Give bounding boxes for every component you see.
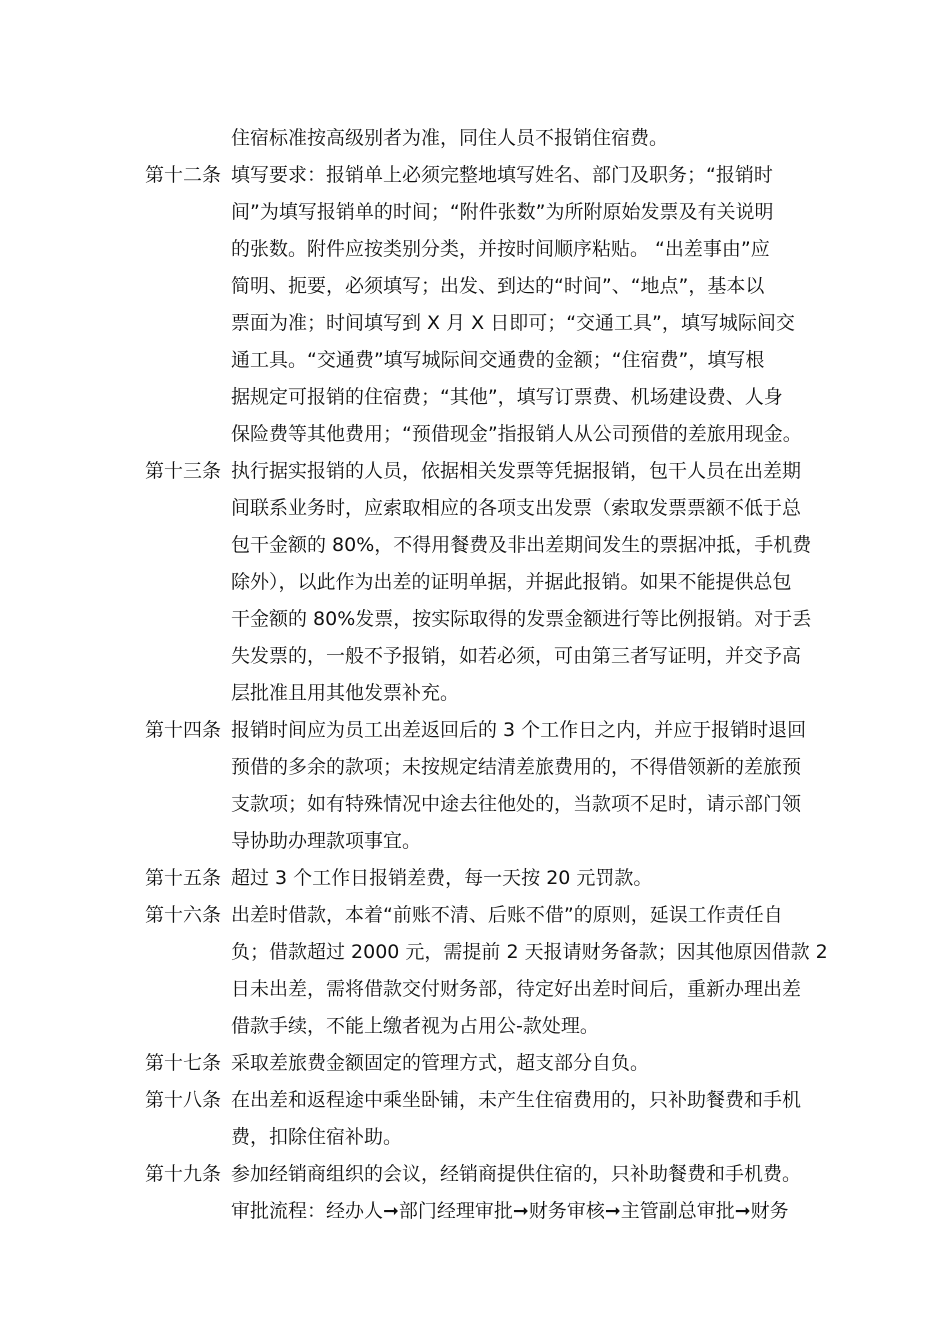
document-body [145, 120, 828, 1230]
article-19 [145, 1156, 825, 1193]
paragraph-text: 住宿标准按高级别者为准，同住人员不报销住宿费。 [231, 127, 669, 149]
article-text: 借款手续，不能上缴者视为占用公-款处理。 [231, 1015, 599, 1037]
article-17 [145, 1045, 825, 1082]
article-text: 参加经销商组织的会议，经销商提供住宿的，只补助餐费和手机费。 [231, 1163, 802, 1185]
article-text: 间”为填写报销单的时间；“附件张数”为所附原始发票及有关说明 [231, 201, 774, 223]
article-line [145, 416, 825, 453]
article-label: 第十八条 [145, 1089, 222, 1111]
article-line [145, 675, 825, 712]
article-14 [145, 712, 825, 860]
article-text: 层批准且用其他发票补充。 [231, 682, 460, 704]
article-text: 预借的多余的款项；未按规定结清差旅费用的，不得借领新的差旅预 [231, 756, 802, 778]
article-line [145, 194, 825, 231]
article-label: 第十六条 [145, 904, 222, 926]
article-text: 的张数。附件应按类别分类，并按时间顺序粘贴。 “出差事由”应 [231, 238, 770, 260]
article-line [145, 786, 825, 823]
article-15 [145, 860, 825, 897]
article-label: 第十二条 [145, 164, 222, 186]
article-line [145, 601, 825, 638]
article-line [145, 1082, 825, 1119]
article-18 [145, 1082, 825, 1156]
article-label: 第十七条 [145, 1052, 222, 1074]
article-text: 除外），以此作为出差的证明单据，并据此报销。如果不能提供总包 [231, 571, 792, 593]
article-text: 填写要求：报销单上必须完整地填写姓名、部门及职务；“报销时 [231, 164, 773, 186]
article-line [145, 749, 825, 786]
article-text: 采取差旅费金额固定的管理方式，超支部分自负。 [231, 1052, 650, 1074]
article-line [145, 490, 825, 527]
article-line [145, 934, 828, 971]
article-text: 超过 3 个工作日报销差费，每一天按 20 元罚款。 [231, 867, 653, 889]
article-line [145, 1008, 825, 1045]
article-line [145, 453, 825, 490]
article-text: 费，扣除住宿补助。 [231, 1126, 403, 1148]
article-line [145, 1156, 825, 1193]
article-line [145, 860, 825, 897]
article-text: 出差时借款，本着“前账不清、后账不借”的原则，延误工作责任自 [231, 904, 783, 926]
article-label: 第十四条 [145, 719, 222, 741]
article-text: 干金额的 80%发票，按实际取得的发票金额进行等比例报销。对于丢 [231, 608, 812, 630]
article-12 [145, 157, 825, 453]
article-text: 失发票的，一般不予报销，如若必须，可由第三者写证明，并交予高 [231, 645, 802, 667]
article-text: 保险费等其他费用；“预借现金”指报销人从公司预借的差旅用现金。 [231, 423, 802, 445]
article-line [145, 897, 825, 934]
article-text: 负；借款超过 2000 元，需提前 2 天报请财务备款；因其他原因借款 2 [231, 941, 828, 963]
approval-flow-text: 审批流程：经办人➞部门经理审批➞财务审核➞主管副总审批➞财务 [231, 1200, 789, 1222]
article-text: 简明、扼要，必须填写；出发、到达的“时间”、“地点”，基本以 [231, 275, 765, 297]
article-line [145, 1045, 825, 1082]
article-label: 第十五条 [145, 867, 222, 889]
article-line [145, 1119, 825, 1156]
article-text: 在出差和返程途中乘坐卧铺，未产生住宿费用的，只补助餐费和手机 [231, 1089, 802, 1111]
article-line [145, 379, 825, 416]
article-text: 票面为准；时间填写到 X 月 X 日即可；“交通工具”，填写城际间交 [231, 312, 795, 334]
article-text: 间联系业务时，应索取相应的各项支出发票（索取发票票额不低于总 [231, 497, 802, 519]
article-text: 执行据实报销的人员，依据相关发票等凭据报销，包干人员在出差期 [231, 460, 802, 482]
article-line [145, 231, 825, 268]
approval-flow-line [145, 1193, 825, 1230]
article-line [145, 527, 825, 564]
article-line [145, 305, 825, 342]
article-line [145, 342, 825, 379]
article-13 [145, 453, 825, 712]
article-line [145, 157, 825, 194]
article-line [145, 638, 825, 675]
article-line [145, 564, 825, 601]
article-line [145, 268, 825, 305]
article-text: 支款项；如有特殊情况中途去往他处的，当款项不足时，请示部门领 [231, 793, 802, 815]
continuation-line [145, 120, 825, 157]
article-text: 包干金额的 80%，不得用餐费及非出差期间发生的票据冲抵，手机费 [231, 534, 812, 556]
article-label: 第十九条 [145, 1163, 222, 1185]
article-text: 据规定可报销的住宿费；“其他”，填写订票费、机场建设费、人身 [231, 386, 783, 408]
article-text: 导协助办理款项事宜。 [231, 830, 422, 852]
article-text: 报销时间应为员工出差返回后的 3 个工作日之内，并应于报销时退回 [231, 719, 807, 741]
article-text: 通工具。“交通费”填写城际间交通费的金额；“住宿费”，填写根 [231, 349, 765, 371]
article-text: 日未出差，需将借款交付财务部，待定好出差时间后，重新办理出差 [231, 978, 802, 1000]
article-label: 第十三条 [145, 460, 222, 482]
article-16 [145, 897, 828, 1045]
article-line [145, 712, 825, 749]
article-line [145, 971, 825, 1008]
article-line [145, 823, 825, 860]
